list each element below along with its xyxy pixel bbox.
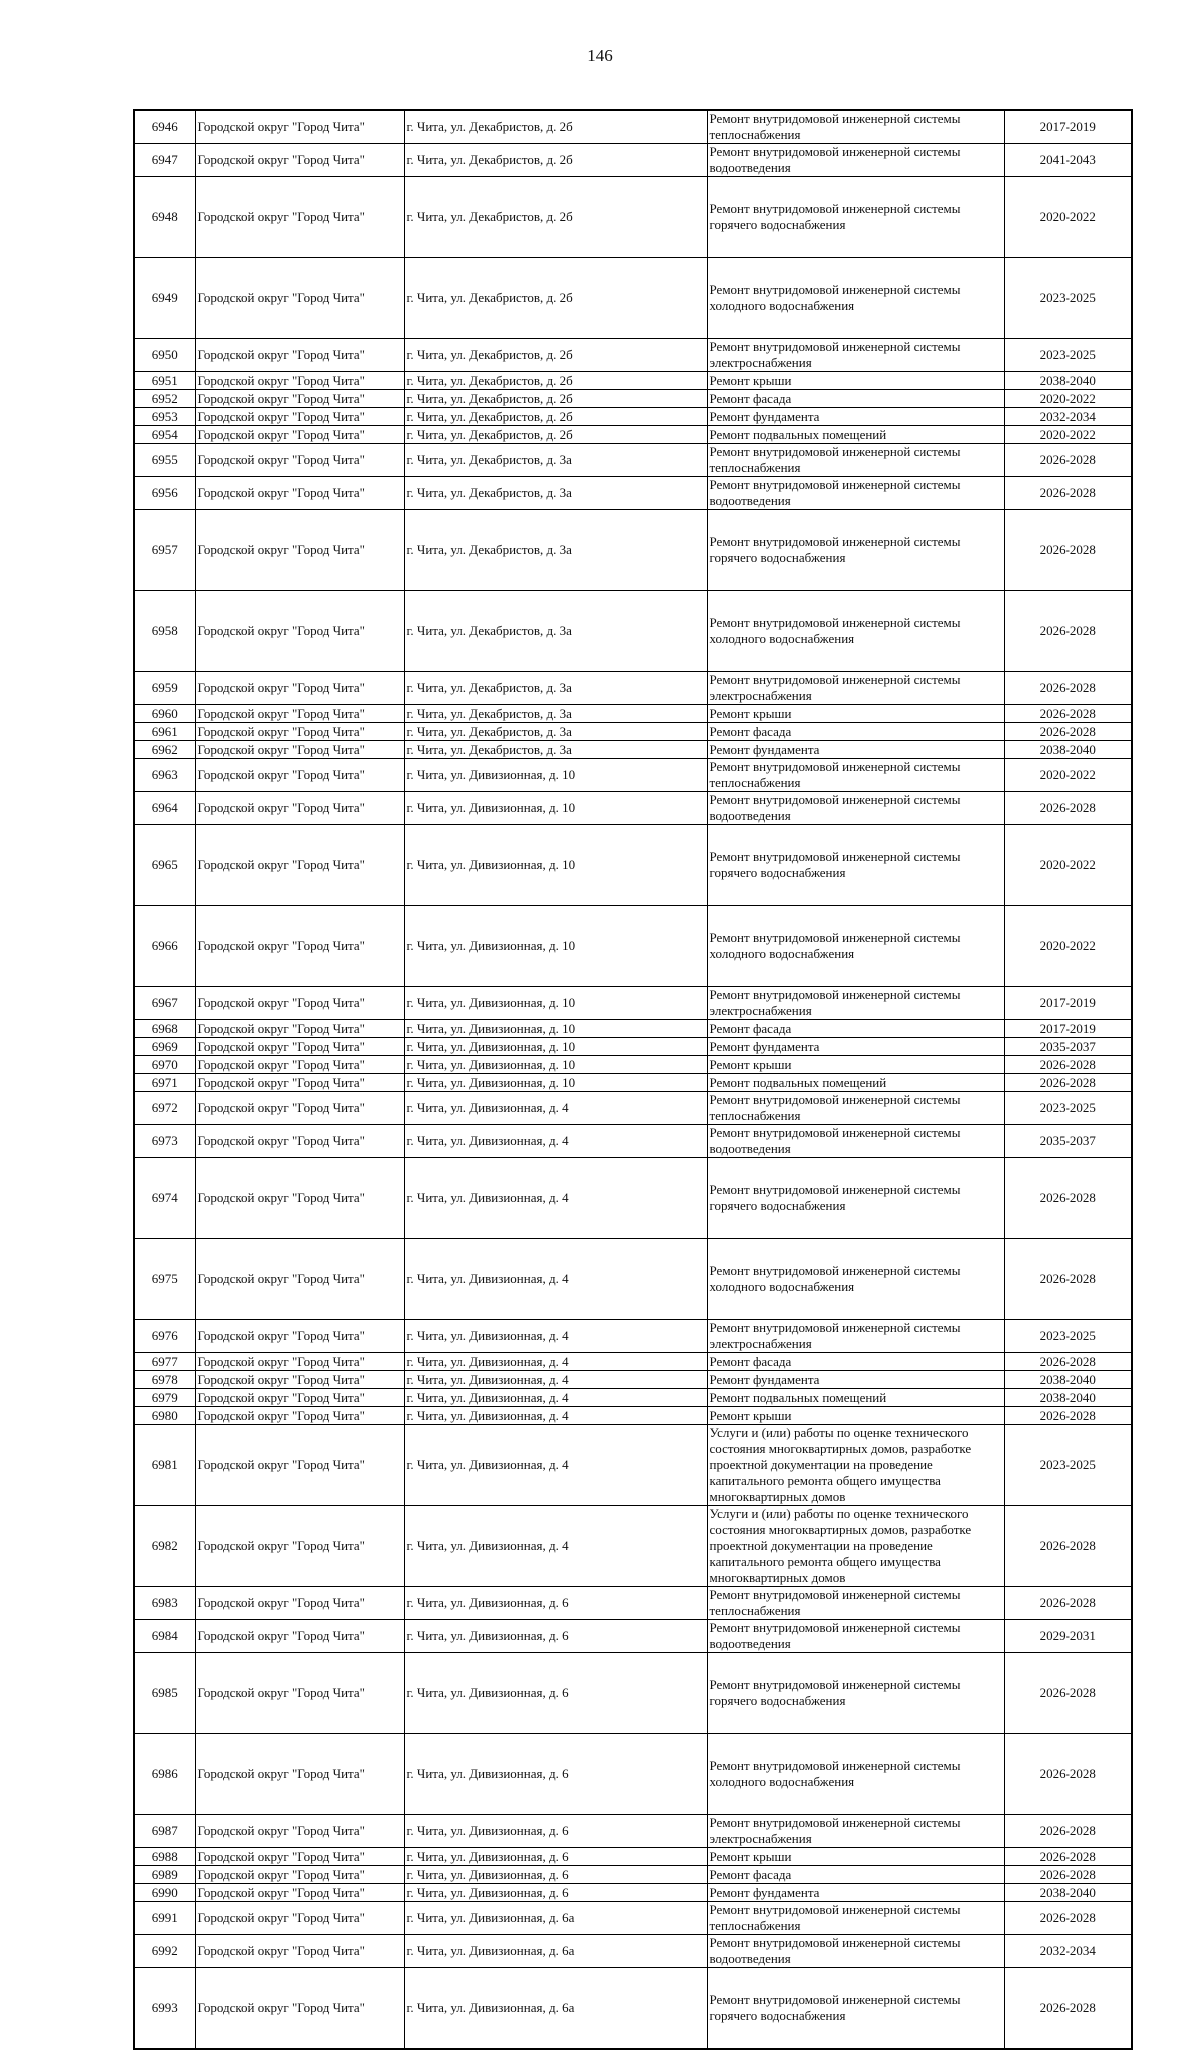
row-number: 6986 xyxy=(134,1734,195,1815)
municipality-cell: Городской округ "Город Чита" xyxy=(195,1848,404,1866)
address-cell: г. Чита, ул. Дивизионная, д. 6 xyxy=(404,1848,707,1866)
municipality-cell: Городской округ "Город Чита" xyxy=(195,510,404,591)
table-row xyxy=(134,825,1132,906)
address-cell: г. Чита, ул. Декабристов, д. 3а xyxy=(404,444,707,477)
address-cell: г. Чита, ул. Дивизионная, д. 6 xyxy=(404,1620,707,1653)
planned-period-cell: 2017-2019 xyxy=(1004,110,1132,144)
work-type-cell: Ремонт внутридомовой инженерной системы водоотведения xyxy=(707,792,1004,825)
row-number: 6978 xyxy=(134,1371,195,1389)
address-cell: г. Чита, ул. Дивизионная, д. 4 xyxy=(404,1158,707,1239)
table-row xyxy=(134,906,1132,987)
address-cell: г. Чита, ул. Декабристов, д. 2б xyxy=(404,177,707,258)
table-row xyxy=(134,1038,1132,1056)
municipality-cell: Городской округ "Город Чита" xyxy=(195,444,404,477)
municipality-cell: Городской округ "Город Чита" xyxy=(195,110,404,144)
municipality-cell: Городской округ "Город Чита" xyxy=(195,1968,404,2049)
row-number: 6947 xyxy=(134,144,195,177)
row-number: 6966 xyxy=(134,906,195,987)
table-row xyxy=(134,1902,1132,1935)
table-row xyxy=(134,723,1132,741)
work-type-cell: Ремонт внутридомовой инженерной системы горячего водоснабжения xyxy=(707,510,1004,591)
planned-period-cell: 2026-2028 xyxy=(1004,1056,1132,1074)
work-type-cell: Ремонт внутридомовой инженерной системы электроснабжения xyxy=(707,987,1004,1020)
address-cell: г. Чита, ул. Дивизионная, д. 6 xyxy=(404,1815,707,1848)
address-cell: г. Чита, ул. Дивизионная, д. 10 xyxy=(404,792,707,825)
table-row xyxy=(134,1815,1132,1848)
table-row xyxy=(134,510,1132,591)
municipality-cell: Городской округ "Город Чита" xyxy=(195,372,404,390)
municipality-cell: Городской округ "Город Чита" xyxy=(195,1620,404,1653)
row-number: 6988 xyxy=(134,1848,195,1866)
table-row xyxy=(134,1866,1132,1884)
work-type-cell: Ремонт внутридомовой инженерной системы электроснабжения xyxy=(707,1320,1004,1353)
table-row xyxy=(134,1371,1132,1389)
work-type-cell: Ремонт фундамента xyxy=(707,1884,1004,1902)
address-cell: г. Чита, ул. Дивизионная, д. 10 xyxy=(404,759,707,792)
work-type-cell: Ремонт крыши xyxy=(707,1848,1004,1866)
address-cell: г. Чита, ул. Декабристов, д. 3а xyxy=(404,741,707,759)
planned-period-cell: 2026-2028 xyxy=(1004,1353,1132,1371)
work-type-cell: Ремонт внутридомовой инженерной системы теплоснабжения xyxy=(707,759,1004,792)
municipality-cell: Городской округ "Город Чита" xyxy=(195,825,404,906)
municipality-cell: Городской округ "Город Чита" xyxy=(195,759,404,792)
planned-period-cell: 2026-2028 xyxy=(1004,444,1132,477)
table-row xyxy=(134,177,1132,258)
address-cell: г. Чита, ул. Дивизионная, д. 10 xyxy=(404,1056,707,1074)
planned-period-cell: 2026-2028 xyxy=(1004,1902,1132,1935)
table-row xyxy=(134,144,1132,177)
row-number: 6956 xyxy=(134,477,195,510)
planned-period-cell: 2020-2022 xyxy=(1004,906,1132,987)
work-type-cell: Ремонт фундамента xyxy=(707,1038,1004,1056)
address-cell: г. Чита, ул. Декабристов, д. 3а xyxy=(404,477,707,510)
municipality-cell: Городской округ "Город Чита" xyxy=(195,906,404,987)
municipality-cell: Городской округ "Город Чита" xyxy=(195,1389,404,1407)
capital-repair-table xyxy=(133,109,1133,2050)
municipality-cell: Городской округ "Город Чита" xyxy=(195,987,404,1020)
municipality-cell: Городской округ "Город Чита" xyxy=(195,1353,404,1371)
table-row xyxy=(134,1056,1132,1074)
work-type-cell: Ремонт внутридомовой инженерной системы горячего водоснабжения xyxy=(707,1653,1004,1734)
address-cell: г. Чита, ул. Декабристов, д. 2б xyxy=(404,426,707,444)
planned-period-cell: 2020-2022 xyxy=(1004,390,1132,408)
address-cell: г. Чита, ул. Дивизионная, д. 6 xyxy=(404,1587,707,1620)
work-type-cell: Ремонт крыши xyxy=(707,1056,1004,1074)
table-row xyxy=(134,444,1132,477)
row-number: 6950 xyxy=(134,339,195,372)
work-type-cell: Услуги и (или) работы по оценке технического состояния многоквартирных домов, разработке проектной документации на проведение капитального ремонта общего имущества многоквартирных домов xyxy=(707,1425,1004,1506)
municipality-cell: Городской округ "Город Чита" xyxy=(195,1734,404,1815)
planned-period-cell: 2026-2028 xyxy=(1004,1968,1132,2049)
municipality-cell: Городской округ "Город Чита" xyxy=(195,1038,404,1056)
planned-period-cell: 2026-2028 xyxy=(1004,672,1132,705)
work-type-cell: Ремонт внутридомовой инженерной системы водоотведения xyxy=(707,477,1004,510)
row-number: 6961 xyxy=(134,723,195,741)
address-cell: г. Чита, ул. Декабристов, д. 3а xyxy=(404,510,707,591)
table-body xyxy=(134,110,1132,2049)
address-cell: г. Чита, ул. Дивизионная, д. 10 xyxy=(404,1074,707,1092)
work-type-cell: Ремонт фасада xyxy=(707,390,1004,408)
work-type-cell: Ремонт крыши xyxy=(707,372,1004,390)
row-number: 6979 xyxy=(134,1389,195,1407)
table-row xyxy=(134,408,1132,426)
address-cell: г. Чита, ул. Дивизионная, д. 6 xyxy=(404,1884,707,1902)
row-number: 6971 xyxy=(134,1074,195,1092)
address-cell: г. Чита, ул. Декабристов, д. 3а xyxy=(404,705,707,723)
municipality-cell: Городской округ "Город Чита" xyxy=(195,390,404,408)
planned-period-cell: 2023-2025 xyxy=(1004,1092,1132,1125)
municipality-cell: Городской округ "Город Чита" xyxy=(195,1902,404,1935)
work-type-cell: Ремонт внутридомовой инженерной системы водоотведения xyxy=(707,1935,1004,1968)
work-type-cell: Ремонт внутридомовой инженерной системы водоотведения xyxy=(707,144,1004,177)
municipality-cell: Городской округ "Город Чита" xyxy=(195,1092,404,1125)
municipality-cell: Городской округ "Город Чита" xyxy=(195,1074,404,1092)
planned-period-cell: 2020-2022 xyxy=(1004,426,1132,444)
planned-period-cell: 2026-2028 xyxy=(1004,1407,1132,1425)
work-type-cell: Ремонт подвальных помещений xyxy=(707,1074,1004,1092)
planned-period-cell: 2038-2040 xyxy=(1004,741,1132,759)
municipality-cell: Городской округ "Город Чита" xyxy=(195,177,404,258)
table-row xyxy=(134,1968,1132,2049)
table-row xyxy=(134,1620,1132,1653)
row-number: 6975 xyxy=(134,1239,195,1320)
address-cell: г. Чита, ул. Дивизионная, д. 4 xyxy=(404,1353,707,1371)
work-type-cell: Ремонт внутридомовой инженерной системы теплоснабжения xyxy=(707,1902,1004,1935)
work-type-cell: Ремонт внутридомовой инженерной системы горячего водоснабжения xyxy=(707,1968,1004,2049)
table-row xyxy=(134,1239,1132,1320)
planned-period-cell: 2026-2028 xyxy=(1004,1158,1132,1239)
row-number: 6952 xyxy=(134,390,195,408)
address-cell: г. Чита, ул. Декабристов, д. 2б xyxy=(404,144,707,177)
table-row xyxy=(134,1125,1132,1158)
table-row xyxy=(134,1320,1132,1353)
municipality-cell: Городской округ "Город Чита" xyxy=(195,1056,404,1074)
planned-period-cell: 2026-2028 xyxy=(1004,1239,1132,1320)
table-row xyxy=(134,1587,1132,1620)
planned-period-cell: 2026-2028 xyxy=(1004,1074,1132,1092)
municipality-cell: Городской округ "Город Чита" xyxy=(195,1320,404,1353)
work-type-cell: Ремонт внутридомовой инженерной системы водоотведения xyxy=(707,1620,1004,1653)
address-cell: г. Чита, ул. Декабристов, д. 3а xyxy=(404,723,707,741)
municipality-cell: Городской округ "Город Чита" xyxy=(195,1371,404,1389)
address-cell: г. Чита, ул. Декабристов, д. 2б xyxy=(404,110,707,144)
row-number: 6969 xyxy=(134,1038,195,1056)
row-number: 6967 xyxy=(134,987,195,1020)
row-number: 6953 xyxy=(134,408,195,426)
address-cell: г. Чита, ул. Дивизионная, д. 6а xyxy=(404,1902,707,1935)
row-number: 6981 xyxy=(134,1425,195,1506)
planned-period-cell: 2026-2028 xyxy=(1004,591,1132,672)
municipality-cell: Городской округ "Город Чита" xyxy=(195,1653,404,1734)
row-number: 6951 xyxy=(134,372,195,390)
planned-period-cell: 2026-2028 xyxy=(1004,510,1132,591)
planned-period-cell: 2026-2028 xyxy=(1004,477,1132,510)
planned-period-cell: 2038-2040 xyxy=(1004,1884,1132,1902)
work-type-cell: Ремонт фасада xyxy=(707,723,1004,741)
table-row xyxy=(134,1935,1132,1968)
address-cell: г. Чита, ул. Декабристов, д. 2б xyxy=(404,390,707,408)
address-cell: г. Чита, ул. Дивизионная, д. 4 xyxy=(404,1239,707,1320)
planned-period-cell: 2020-2022 xyxy=(1004,177,1132,258)
address-cell: г. Чита, ул. Дивизионная, д. 10 xyxy=(404,1020,707,1038)
planned-period-cell: 2038-2040 xyxy=(1004,1371,1132,1389)
row-number: 6963 xyxy=(134,759,195,792)
municipality-cell: Городской округ "Город Чита" xyxy=(195,591,404,672)
row-number: 6946 xyxy=(134,110,195,144)
row-number: 6972 xyxy=(134,1092,195,1125)
row-number: 6954 xyxy=(134,426,195,444)
municipality-cell: Городской округ "Город Чита" xyxy=(195,1884,404,1902)
address-cell: г. Чита, ул. Декабристов, д. 2б xyxy=(404,258,707,339)
municipality-cell: Городской округ "Город Чита" xyxy=(195,1506,404,1587)
address-cell: г. Чита, ул. Декабристов, д. 3а xyxy=(404,591,707,672)
row-number: 6964 xyxy=(134,792,195,825)
planned-period-cell: 2041-2043 xyxy=(1004,144,1132,177)
table-row xyxy=(134,1848,1132,1866)
planned-period-cell: 2038-2040 xyxy=(1004,372,1132,390)
row-number: 6960 xyxy=(134,705,195,723)
table-row xyxy=(134,1506,1132,1587)
planned-period-cell: 2026-2028 xyxy=(1004,1848,1132,1866)
municipality-cell: Городской округ "Город Чита" xyxy=(195,1407,404,1425)
planned-period-cell: 2035-2037 xyxy=(1004,1038,1132,1056)
planned-period-cell: 2026-2028 xyxy=(1004,1506,1132,1587)
planned-period-cell: 2020-2022 xyxy=(1004,759,1132,792)
address-cell: г. Чита, ул. Дивизионная, д. 4 xyxy=(404,1371,707,1389)
page-number: 146 xyxy=(587,46,613,65)
planned-period-cell: 2020-2022 xyxy=(1004,825,1132,906)
work-type-cell: Ремонт фасада xyxy=(707,1353,1004,1371)
table-row xyxy=(134,1353,1132,1371)
address-cell: г. Чита, ул. Дивизионная, д. 4 xyxy=(404,1506,707,1587)
row-number: 6957 xyxy=(134,510,195,591)
table-row xyxy=(134,1734,1132,1815)
work-type-cell: Ремонт крыши xyxy=(707,705,1004,723)
table-row xyxy=(134,672,1132,705)
row-number: 6984 xyxy=(134,1620,195,1653)
work-type-cell: Услуги и (или) работы по оценке технического состояния многоквартирных домов, разработке проектной документации на проведение капитального ремонта общего имущества многоквартирных домов xyxy=(707,1506,1004,1587)
row-number: 6985 xyxy=(134,1653,195,1734)
planned-period-cell: 2026-2028 xyxy=(1004,1815,1132,1848)
municipality-cell: Городской округ "Город Чита" xyxy=(195,144,404,177)
address-cell: г. Чита, ул. Дивизионная, д. 6а xyxy=(404,1968,707,2049)
row-number: 6974 xyxy=(134,1158,195,1239)
work-type-cell: Ремонт фундамента xyxy=(707,408,1004,426)
planned-period-cell: 2023-2025 xyxy=(1004,1320,1132,1353)
municipality-cell: Городской округ "Город Чита" xyxy=(195,1020,404,1038)
municipality-cell: Городской округ "Город Чита" xyxy=(195,1866,404,1884)
work-type-cell: Ремонт внутридомовой инженерной системы холодного водоснабжения xyxy=(707,591,1004,672)
row-number: 6980 xyxy=(134,1407,195,1425)
municipality-cell: Городской округ "Город Чита" xyxy=(195,426,404,444)
municipality-cell: Городской округ "Город Чита" xyxy=(195,1158,404,1239)
table-row xyxy=(134,759,1132,792)
work-type-cell: Ремонт внутридомовой инженерной системы теплоснабжения xyxy=(707,444,1004,477)
row-number: 6977 xyxy=(134,1353,195,1371)
address-cell: г. Чита, ул. Дивизионная, д. 10 xyxy=(404,906,707,987)
planned-period-cell: 2032-2034 xyxy=(1004,408,1132,426)
table-row xyxy=(134,591,1132,672)
row-number: 6990 xyxy=(134,1884,195,1902)
municipality-cell: Городской округ "Город Чита" xyxy=(195,408,404,426)
planned-period-cell: 2017-2019 xyxy=(1004,987,1132,1020)
municipality-cell: Городской округ "Город Чита" xyxy=(195,741,404,759)
table-row xyxy=(134,1092,1132,1125)
address-cell: г. Чита, ул. Дивизионная, д. 10 xyxy=(404,987,707,1020)
work-type-cell: Ремонт внутридомовой инженерной системы электроснабжения xyxy=(707,339,1004,372)
row-number: 6992 xyxy=(134,1935,195,1968)
row-number: 6958 xyxy=(134,591,195,672)
row-number: 6959 xyxy=(134,672,195,705)
planned-period-cell: 2026-2028 xyxy=(1004,705,1132,723)
table-row xyxy=(134,705,1132,723)
planned-period-cell: 2026-2028 xyxy=(1004,1734,1132,1815)
work-type-cell: Ремонт внутридомовой инженерной системы электроснабжения xyxy=(707,672,1004,705)
municipality-cell: Городской округ "Город Чита" xyxy=(195,258,404,339)
planned-period-cell: 2026-2028 xyxy=(1004,1587,1132,1620)
table-row xyxy=(134,1425,1132,1506)
planned-period-cell: 2029-2031 xyxy=(1004,1620,1132,1653)
work-type-cell: Ремонт фасада xyxy=(707,1020,1004,1038)
address-cell: г. Чита, ул. Декабристов, д. 2б xyxy=(404,339,707,372)
address-cell: г. Чита, ул. Дивизионная, д. 6 xyxy=(404,1653,707,1734)
address-cell: г. Чита, ул. Дивизионная, д. 6а xyxy=(404,1935,707,1968)
row-number: 6949 xyxy=(134,258,195,339)
planned-period-cell: 2026-2028 xyxy=(1004,1653,1132,1734)
work-type-cell: Ремонт подвальных помещений xyxy=(707,426,1004,444)
row-number: 6968 xyxy=(134,1020,195,1038)
work-type-cell: Ремонт фасада xyxy=(707,1866,1004,1884)
work-type-cell: Ремонт внутридомовой инженерной системы холодного водоснабжения xyxy=(707,906,1004,987)
row-number: 6965 xyxy=(134,825,195,906)
address-cell: г. Чита, ул. Дивизионная, д. 4 xyxy=(404,1320,707,1353)
address-cell: г. Чита, ул. Декабристов, д. 2б xyxy=(404,372,707,390)
table-row xyxy=(134,1158,1132,1239)
work-type-cell: Ремонт крыши xyxy=(707,1407,1004,1425)
table-row xyxy=(134,1389,1132,1407)
address-cell: г. Чита, ул. Дивизионная, д. 4 xyxy=(404,1389,707,1407)
work-type-cell: Ремонт внутридомовой инженерной системы холодного водоснабжения xyxy=(707,1734,1004,1815)
work-type-cell: Ремонт подвальных помещений xyxy=(707,1389,1004,1407)
address-cell: г. Чита, ул. Дивизионная, д. 6 xyxy=(404,1734,707,1815)
table-row xyxy=(134,339,1132,372)
municipality-cell: Городской округ "Город Чита" xyxy=(195,705,404,723)
row-number: 6987 xyxy=(134,1815,195,1848)
address-cell: г. Чита, ул. Дивизионная, д. 10 xyxy=(404,825,707,906)
table-row xyxy=(134,1653,1132,1734)
municipality-cell: Городской округ "Город Чита" xyxy=(195,672,404,705)
work-type-cell: Ремонт внутридомовой инженерной системы теплоснабжения xyxy=(707,110,1004,144)
table-row xyxy=(134,477,1132,510)
municipality-cell: Городской округ "Город Чита" xyxy=(195,723,404,741)
planned-period-cell: 2035-2037 xyxy=(1004,1125,1132,1158)
work-type-cell: Ремонт фундамента xyxy=(707,1371,1004,1389)
planned-period-cell: 2023-2025 xyxy=(1004,258,1132,339)
row-number: 6948 xyxy=(134,177,195,258)
row-number: 6993 xyxy=(134,1968,195,2049)
planned-period-cell: 2026-2028 xyxy=(1004,723,1132,741)
address-cell: г. Чита, ул. Декабристов, д. 3а xyxy=(404,672,707,705)
work-type-cell: Ремонт внутридомовой инженерной системы теплоснабжения xyxy=(707,1587,1004,1620)
row-number: 6989 xyxy=(134,1866,195,1884)
municipality-cell: Городской округ "Город Чита" xyxy=(195,1935,404,1968)
table-row xyxy=(134,110,1132,144)
municipality-cell: Городской округ "Город Чита" xyxy=(195,1239,404,1320)
row-number: 6976 xyxy=(134,1320,195,1353)
work-type-cell: Ремонт внутридомовой инженерной системы горячего водоснабжения xyxy=(707,1158,1004,1239)
work-type-cell: Ремонт внутридомовой инженерной системы водоотведения xyxy=(707,1125,1004,1158)
planned-period-cell: 2038-2040 xyxy=(1004,1389,1132,1407)
work-type-cell: Ремонт внутридомовой инженерной системы горячего водоснабжения xyxy=(707,177,1004,258)
table-row xyxy=(134,372,1132,390)
planned-period-cell: 2023-2025 xyxy=(1004,339,1132,372)
table-row xyxy=(134,741,1132,759)
row-number: 6973 xyxy=(134,1125,195,1158)
table-row xyxy=(134,1884,1132,1902)
table-row xyxy=(134,1074,1132,1092)
municipality-cell: Городской округ "Город Чита" xyxy=(195,1815,404,1848)
work-type-cell: Ремонт фундамента xyxy=(707,741,1004,759)
work-type-cell: Ремонт внутридомовой инженерной системы теплоснабжения xyxy=(707,1092,1004,1125)
address-cell: г. Чита, ул. Дивизионная, д. 4 xyxy=(404,1407,707,1425)
table-row xyxy=(134,792,1132,825)
row-number: 6970 xyxy=(134,1056,195,1074)
work-type-cell: Ремонт внутридомовой инженерной системы холодного водоснабжения xyxy=(707,258,1004,339)
address-cell: г. Чита, ул. Дивизионная, д. 4 xyxy=(404,1125,707,1158)
municipality-cell: Городской округ "Город Чита" xyxy=(195,1125,404,1158)
row-number: 6983 xyxy=(134,1587,195,1620)
address-cell: г. Чита, ул. Дивизионная, д. 6 xyxy=(404,1866,707,1884)
municipality-cell: Городской округ "Город Чита" xyxy=(195,477,404,510)
row-number: 6991 xyxy=(134,1902,195,1935)
planned-period-cell: 2023-2025 xyxy=(1004,1425,1132,1506)
address-cell: г. Чита, ул. Дивизионная, д. 4 xyxy=(404,1092,707,1125)
address-cell: г. Чита, ул. Дивизионная, д. 4 xyxy=(404,1425,707,1506)
work-type-cell: Ремонт внутридомовой инженерной системы холодного водоснабжения xyxy=(707,1239,1004,1320)
table-row xyxy=(134,1407,1132,1425)
table-row xyxy=(134,426,1132,444)
row-number: 6982 xyxy=(134,1506,195,1587)
address-cell: г. Чита, ул. Дивизионная, д. 10 xyxy=(404,1038,707,1056)
planned-period-cell: 2017-2019 xyxy=(1004,1020,1132,1038)
planned-period-cell: 2026-2028 xyxy=(1004,1866,1132,1884)
table-row xyxy=(134,258,1132,339)
work-type-cell: Ремонт внутридомовой инженерной системы электроснабжения xyxy=(707,1815,1004,1848)
table-row xyxy=(134,987,1132,1020)
planned-period-cell: 2026-2028 xyxy=(1004,792,1132,825)
planned-period-cell: 2032-2034 xyxy=(1004,1935,1132,1968)
municipality-cell: Городской округ "Город Чита" xyxy=(195,1425,404,1506)
table-row xyxy=(134,390,1132,408)
municipality-cell: Городской округ "Город Чита" xyxy=(195,1587,404,1620)
row-number: 6955 xyxy=(134,444,195,477)
row-number: 6962 xyxy=(134,741,195,759)
municipality-cell: Городской округ "Город Чита" xyxy=(195,792,404,825)
work-type-cell: Ремонт внутридомовой инженерной системы горячего водоснабжения xyxy=(707,825,1004,906)
address-cell: г. Чита, ул. Декабристов, д. 2б xyxy=(404,408,707,426)
municipality-cell: Городской округ "Город Чита" xyxy=(195,339,404,372)
table-row xyxy=(134,1020,1132,1038)
